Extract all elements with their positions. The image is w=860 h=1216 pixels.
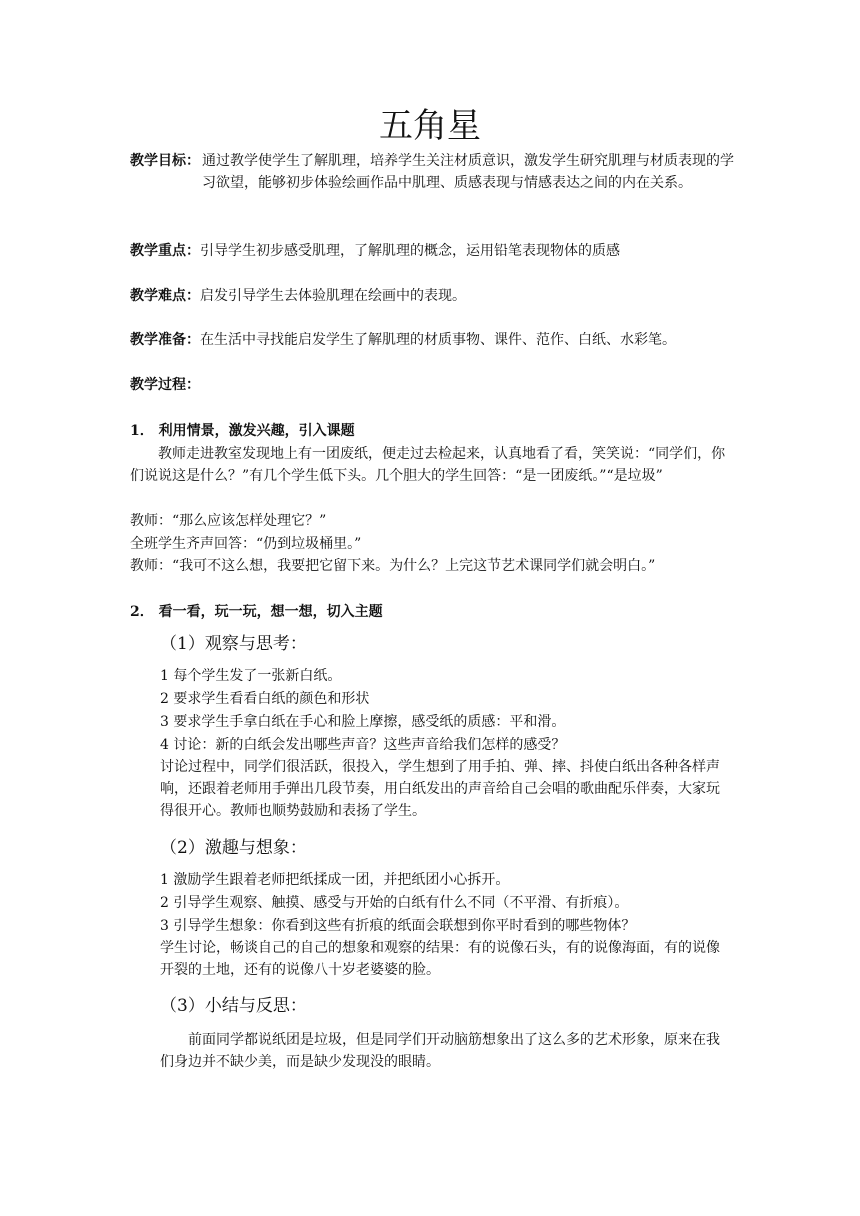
section1-heading: 1． 利用情景，激发兴趣，引入课题 [130,423,355,439]
difficulty-text: 启发引导学生去体验肌理在绘画中的表现。 [200,288,466,304]
part2-item: 3 引导学生想象：你看到这些有折痕的纸面会联想到你平时看到的哪些物体？ [160,918,636,934]
objective-label: 教学目标： [130,153,200,169]
difficulty-label: 教学难点： [130,288,200,304]
part1-item: 3 要求学生手拿白纸在手心和脸上摩擦，感受纸的质感：平和滑。 [160,714,566,730]
part1-item: 2 要求学生看看白纸的颜色和形状 [160,691,370,707]
section1-dialogue-1: 教师：“那么应该怎样处理它？” [130,513,327,529]
preparation-text: 在生活中寻找能启发学生了解肌理的材质事物、课件、范作、白纸、水彩笔。 [200,332,676,348]
key-point-text: 引导学生初步感受肌理，了解肌理的概念，运用铅笔表现物体的质感 [200,243,620,259]
part3-paragraph: 前面同学都说纸团是垃圾，但是同学们开动脑筋想象出了这么多的艺术形象，原来在我们身边并不缺少美，而是缺少发现没的眼睛。 [160,1032,720,1070]
part1-item: 1 每个学生发了一张新白纸。 [160,668,342,684]
section1-dialogue-2: 全班学生齐声回答：“仍到垃圾桶里。” [130,536,362,552]
section2-heading: 2． 看一看，玩一玩，想一想，切入主题 [130,604,383,620]
part2-title: （2）激趣与想象： [160,838,307,858]
difficulty [130,285,466,307]
part3-title: （3）小结与反思： [160,996,307,1016]
objective-text: 通过教学使学生了解肌理，培养学生关注材质意识，激发学生研究肌理与材质表现的学习欲望，能够初步体验绘画作品中肌理、质感表现与情感表达之间的内在关系。 [202,153,734,191]
section1-paragraph: 教师走进教室发现地上有一团废纸，便走过去检起来，认真地看了看，笑笑说：“同学们，你们说说这是什么？”有几个学生低下头。几个胆大的学生回答：“是一团废纸。”“是垃圾” [130,446,726,484]
part1-item: 4 讨论：新的白纸会发出哪些声音？这些声音给我们怎样的感受？ [160,737,566,753]
part2-item: 1 激励学生跟着老师把纸揉成一团，并把纸团小心拆开。 [160,872,510,888]
preparation-label: 教学准备： [130,332,200,348]
part2-item: 2 引导学生观察、触摸、感受与开始的白纸有什么不同（不平滑、有折痕）。 [160,895,629,911]
preparation [130,329,676,351]
key-point [130,240,620,262]
teaching-objective [130,150,740,194]
key-point-label: 教学重点： [130,243,200,259]
part1-title: （1）观察与思考： [160,634,307,654]
part2-paragraph: 学生讨论，畅谈自己的自己的想象和观察的结果：有的说像石头，有的说像海面，有的说像开裂的土地，还有的说像八十岁老婆婆的脸。 [160,940,720,978]
document-title: 五角星 [379,106,481,146]
section1-dialogue-3: 教师：“我可不这么想，我要把它留下来。为什么？上完这节艺术课同学们就会明白。” [130,558,656,574]
part1-paragraph: 讨论过程中，同学们很活跃，很投入，学生想到了用手拍、弹、摔、抖使白纸出各种各样声响，还跟着老师用手弹出几段节奏，用白纸发出的声音给自己会唱的歌曲配乐伴奏，大家玩得很开心。教师也顺势鼓励和表扬了学生。 [160,759,720,819]
process-label: 教学过程： [130,377,200,393]
